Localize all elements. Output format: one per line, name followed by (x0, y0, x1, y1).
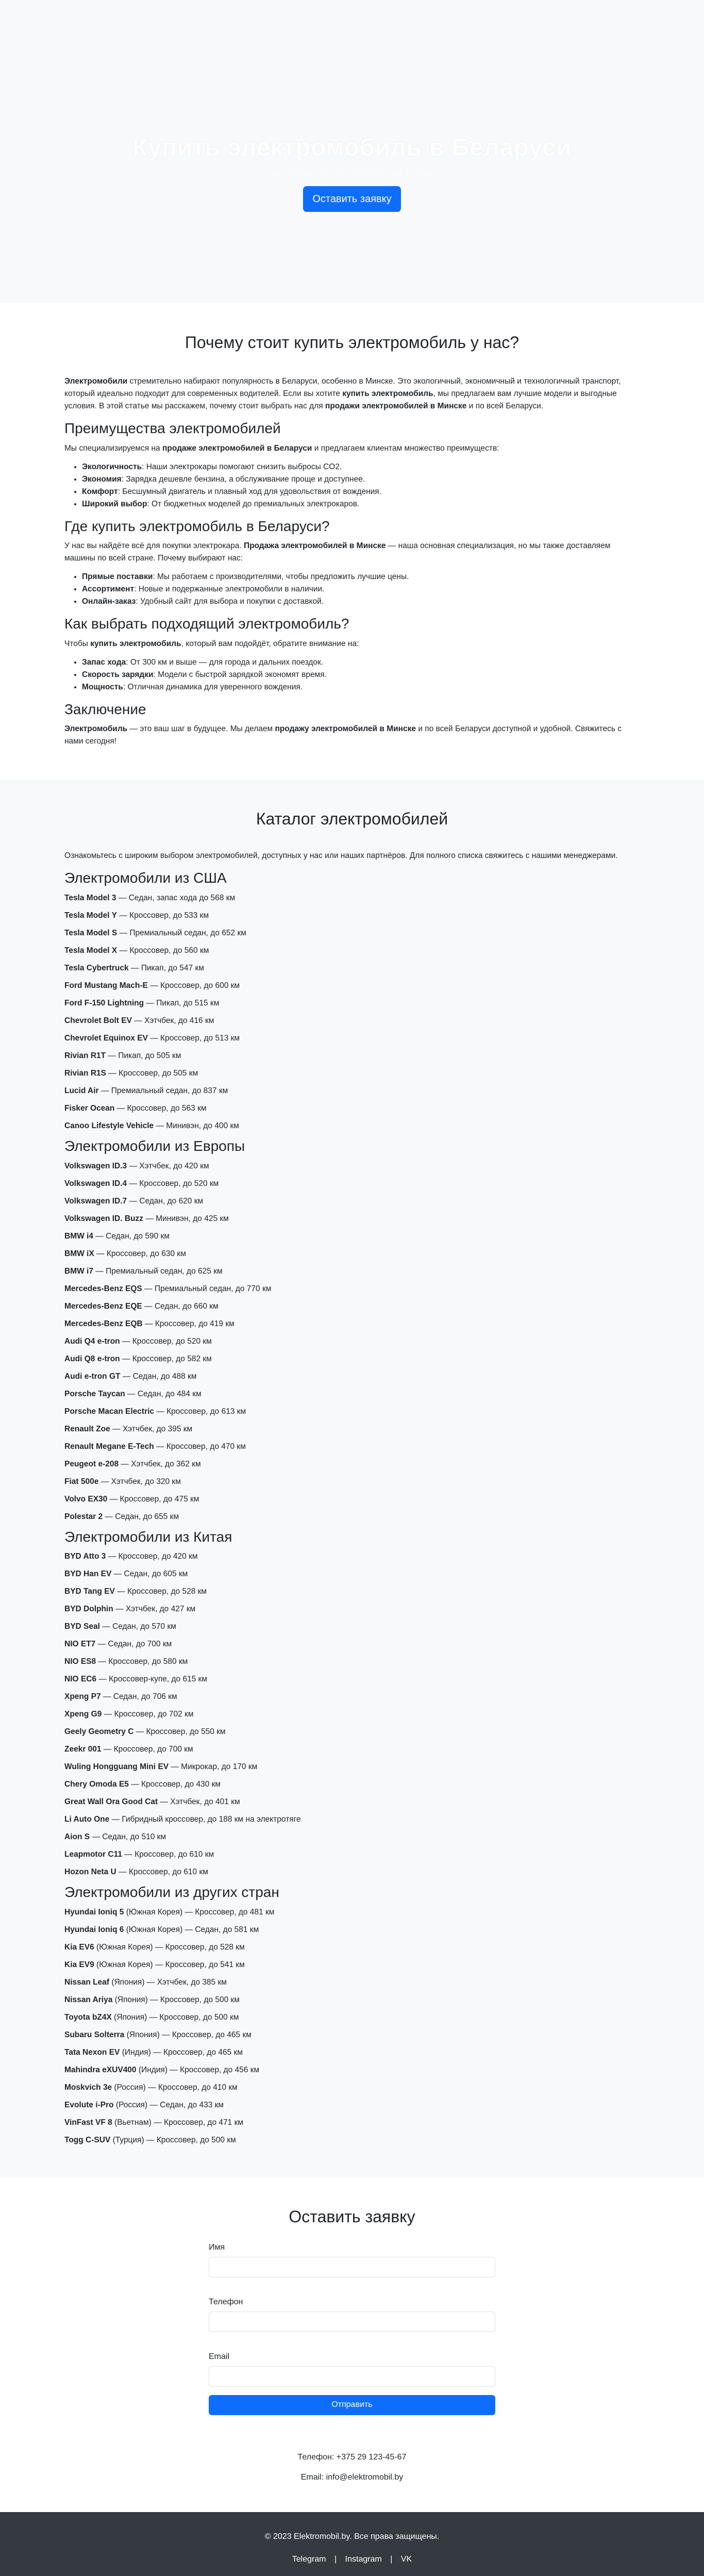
model-name: Ford Mustang Mach-E (64, 981, 148, 990)
model-name: Xpeng P7 (64, 1692, 101, 1702)
catalog-model-item: Tesla Model Y — Кроссовер, до 533 км (64, 911, 209, 920)
catalog-model-item: Nissan Ariya (Япония) — Кроссовер, до 500 км (64, 1995, 240, 2004)
instagram-link[interactable]: Instagram (345, 2554, 382, 2564)
about-intro-paragraph: Электромобили стремительно набирают популярность в Беларуси, особенно в Минске. Это экологичный, экономичный и технологичный транспорт, который идеально подходит для современных водителей. Если вы хотите купить электромобиль, мы предлагаем вам лучшие модели и выгодные условия. В этой статье мы расскажем, почему стоит выбрать нас для продажи электромобилей в Минске и по всей Беларуси. (64, 377, 621, 410)
catalog-model-item: Xpeng G9 — Кроссовер, до 702 км (64, 1710, 194, 1719)
catalog-model-item: Ford F-150 Lightning — Пикап, до 515 км (64, 998, 220, 1008)
catalog-model-item: Kia EV6 (Южная Корея) — Кроссовер, до 528 км (64, 1942, 245, 1952)
model-name: Polestar 2 (64, 1512, 103, 1521)
bold-text: купить электромобиль (342, 389, 433, 398)
name-input[interactable] (209, 2257, 495, 2277)
list-item-term: Экономия (82, 474, 122, 484)
catalog-model-item: Mercedes-Benz EQE — Седан, до 660 км (64, 1301, 219, 1311)
hero-subtitle: Широкий выбор электромобилей в Минске (260, 167, 444, 178)
name-label: Имя (209, 2242, 225, 2252)
catalog-model-item: Nissan Leaf (Япония) — Хэтчбек, до 385 км (64, 1977, 227, 1987)
catalog-group-title: Электромобили из Китая (64, 1528, 232, 1545)
catalog-model-item: Mercedes-Benz EQS — Премиальный седан, до 770 км (64, 1284, 272, 1293)
catalog-model-item: Evolute i-Pro (Россия) — Седан, до 433 км (64, 2100, 224, 2109)
phone-label: Телефон (209, 2297, 243, 2306)
catalog-model-item: Porsche Taycan — Седан, до 484 км (64, 1389, 202, 1398)
advantages-list (64, 461, 640, 510)
bold-text: продаже электромобилей в Беларуси (162, 443, 312, 453)
model-name: Rivian R1S (64, 1068, 106, 1078)
model-name: NIO ET7 (64, 1640, 96, 1649)
footer-copyright: © 2023 Elektromobil.by. Все права защищены. (264, 2532, 440, 2541)
catalog-model-item: BYD Atto 3 — Кроссовер, до 420 км (64, 1552, 198, 1561)
model-name: Nissan Ariya (64, 1995, 113, 2004)
catalog-model-item: VinFast VF 8 (Вьетнам) — Кроссовер, до 471 км (64, 2118, 244, 2127)
list-item: • Экологичность: Наши электрокары помогают снизить выбросы CO2. (82, 461, 640, 473)
where-to-buy-intro: У нас вы найдёте всё для покупки электрокара. Продажа электромобилей в Минске — наша основная специализация, но мы также доставляем машины по всей стране. Почему выбирают нас: (64, 541, 611, 563)
model-name: Fiat 500e (64, 1477, 99, 1486)
model-name: Tata Nexon EV (64, 2047, 120, 2057)
model-name: Mercedes-Benz EQS (64, 1284, 142, 1293)
model-name: BYD Dolphin (64, 1605, 113, 1614)
list-item: • Широкий выбор: От бюджетных моделей до премиальных электрокаров. (82, 498, 640, 510)
model-name: BMW i4 (64, 1231, 93, 1241)
phone-input[interactable] (209, 2311, 495, 2332)
order-section (0, 2177, 704, 2512)
model-name: Rivian R1T (64, 1051, 106, 1060)
model-name: Fisker Ocean (64, 1103, 115, 1113)
model-name: BYD Atto 3 (64, 1552, 106, 1561)
catalog-model-item: Zeekr 001 — Кроссовер, до 700 км (64, 1745, 193, 1754)
catalog-model-item: Aion S — Седан, до 510 км (64, 1832, 166, 1842)
model-name: Porsche Taycan (64, 1389, 125, 1398)
catalog-model-item: Chevrolet Bolt EV — Хэтчбек, до 416 км (64, 1016, 214, 1025)
model-name: Porsche Macan Electric (64, 1407, 155, 1416)
model-name: Audi Q8 e-tron (64, 1354, 120, 1363)
where-to-buy-subtitle: Где купить электромобиль в Беларуси? (64, 518, 330, 534)
model-name: Leapmotor C11 (64, 1850, 122, 1859)
model-name: Evolute i-Pro (64, 2100, 114, 2109)
advantages-intro: Мы специализируемся на продаже электромобилей в Беларуси и предлагаем клиентам множество преимуществ: (64, 443, 499, 453)
model-name: Peugeot e-208 (64, 1459, 119, 1468)
footer-separator: | (390, 2554, 393, 2564)
catalog-model-item: Li Auto One — Гибридный кроссовер, до 188 км на электротяге (64, 1815, 301, 1824)
model-name: Volkswagen ID. Buzz (64, 1214, 144, 1223)
model-name: BYD Seal (64, 1622, 100, 1631)
model-name: Hyundai Ioniq 5 (64, 1907, 124, 1917)
catalog-title: Каталог электромобилей (256, 810, 448, 829)
catalog-model-item: BYD Dolphin — Хэтчбек, до 427 км (64, 1605, 196, 1614)
email-label: Email (209, 2352, 230, 2361)
catalog-model-item: Renault Megane E-Tech — Кроссовер, до 470 км (64, 1442, 246, 1451)
how-to-choose-intro: Чтобы купить электромобиль, который вам подойдёт, обратите внимание на: (64, 639, 359, 648)
model-name: Chevrolet Bolt EV (64, 1016, 132, 1025)
catalog-model-item: Hyundai Ioniq 6 (Южная Корея) — Седан, до 581 км (64, 1925, 259, 1934)
catalog-model-item: Peugeot e-208 — Хэтчбек, до 362 км (64, 1459, 201, 1468)
bold-text: Продажа электромобилей в Минске (243, 541, 386, 551)
catalog-model-item: Volkswagen ID.4 — Кроссовер, до 520 км (64, 1179, 219, 1188)
catalog-model-item: BMW i4 — Седан, до 590 км (64, 1231, 170, 1241)
catalog-model-item: NIO EC6 — Кроссовер-купе, до 615 км (64, 1675, 208, 1684)
catalog-model-item: Xpeng P7 — Седан, до 706 км (64, 1692, 177, 1702)
model-name: BYD Han EV (64, 1570, 112, 1579)
catalog-model-item: Geely Geometry C — Кроссовер, до 550 км (64, 1727, 226, 1737)
catalog-model-item: Volkswagen ID.3 — Хэтчбек, до 420 км (64, 1161, 209, 1170)
catalog-section (0, 780, 704, 2177)
catalog-model-item: Tesla Cybertruck — Пикап, до 547 км (64, 963, 204, 972)
catalog-groups (64, 869, 640, 2146)
catalog-group-title: Электромобили из США (64, 870, 227, 886)
model-name: Wuling Hongguang Mini EV (64, 1762, 169, 1772)
model-name: Renault Megane E-Tech (64, 1442, 154, 1451)
list-item: • Скорость зарядки: Модели с быстрой зарядкой экономят время. (82, 669, 640, 681)
list-item: • Прямые поставки: Мы работаем с производителями, чтобы предложить лучшие цены. (82, 571, 640, 583)
catalog-model-item: Hozon Neta U — Кроссовер, до 610 км (64, 1868, 208, 1877)
advantages-title: Почему стоит купить электромобиль у нас? (185, 333, 519, 352)
model-name: Hozon Neta U (64, 1868, 116, 1877)
catalog-model-item: BYD Tang EV — Кроссовер, до 528 км (64, 1587, 207, 1596)
vk-link[interactable]: VK (400, 2554, 412, 2564)
catalog-model-item: Subaru Solterra (Япония) — Кроссовер, до 465 км (64, 2030, 252, 2039)
submit-button[interactable]: Отправить (209, 2395, 495, 2415)
bold-text: Электромобиль (64, 724, 128, 734)
conclusion-paragraph: Электромобиль — это ваш шаг в будущее. Мы делаем продажу электромобилей в Минске и по всей Беларуси доступной и удобной. Свяжитесь с нами сегодня! (64, 724, 622, 746)
model-name: Mercedes-Benz EQB (64, 1319, 143, 1328)
model-name: Kia EV6 (64, 1942, 94, 1952)
catalog-model-item: BYD Han EV — Седан, до 605 км (64, 1570, 188, 1579)
model-name: Xpeng G9 (64, 1710, 102, 1719)
advantages-section (0, 303, 704, 780)
model-name: VinFast VF 8 (64, 2118, 112, 2127)
why-us-list (64, 571, 640, 608)
model-name: Subaru Solterra (64, 2030, 125, 2039)
model-name: Tesla Model 3 (64, 893, 116, 902)
model-name: Geely Geometry C (64, 1727, 134, 1737)
catalog-model-item: Renault Zoe — Хэтчбек, до 395 км (64, 1424, 193, 1433)
how-to-choose-list (64, 656, 640, 693)
bold-text: Электромобили (64, 377, 128, 386)
order-form (209, 2241, 495, 2415)
telegram-link[interactable]: Telegram (292, 2554, 326, 2564)
catalog-model-item: Ford Mustang Mach-E — Кроссовер, до 600 км (64, 981, 240, 990)
catalog-model-item: Audi Q4 e-tron — Кроссовер, до 520 км (64, 1336, 212, 1346)
bold-text: купить электромобиль (90, 639, 181, 648)
model-name: BMW iX (64, 1249, 94, 1258)
catalog-model-item: Porsche Macan Electric — Кроссовер, до 613 км (64, 1407, 246, 1416)
catalog-group-title: Электромобили из Европы (64, 1137, 245, 1154)
list-item: • Онлайн-заказ: Удобный сайт для выбора и покупки с доставкой. (82, 596, 640, 608)
model-name: Tesla Model X (64, 946, 118, 955)
catalog-model-item: Leapmotor C11 — Кроссовер, до 610 км (64, 1850, 214, 1859)
catalog-model-item: Mercedes-Benz EQB — Кроссовер, до 419 км (64, 1319, 234, 1328)
footer-separator: | (334, 2554, 337, 2564)
model-name: Chery Omoda E5 (64, 1780, 129, 1789)
model-name: Audi Q4 e-tron (64, 1336, 120, 1346)
catalog-model-item: Mahindra eXUV400 (Индия) — Кроссовер, до 456 км (64, 2065, 260, 2074)
catalog-model-item: Volkswagen ID. Buzz — Минивэн, до 425 км (64, 1214, 229, 1223)
catalog-model-item: Volkswagen ID.7 — Седан, до 620 км (64, 1196, 204, 1206)
model-name: Nissan Leaf (64, 1977, 110, 1987)
catalog-model-item: Tesla Model S — Премиальный седан, до 652 км (64, 928, 246, 937)
catalog-model-item: Chery Omoda E5 — Кроссовер, до 430 км (64, 1780, 221, 1789)
catalog-model-item: Canoo Lifestyle Vehicle — Минивэн, до 400 км (64, 1121, 239, 1130)
order-title: Оставить заявку (289, 2207, 415, 2226)
catalog-model-item: Moskvich 3e (Россия) — Кроссовер, до 410 км (64, 2083, 238, 2092)
model-name: Li Auto One (64, 1815, 110, 1824)
catalog-model-item: NIO ET7 — Седан, до 700 км (64, 1640, 172, 1649)
catalog-model-item: Audi Q8 e-tron — Кроссовер, до 582 км (64, 1354, 212, 1363)
model-name: Ford F-150 Lightning (64, 998, 144, 1008)
contacts-block (64, 2451, 640, 2484)
catalog-intro: Ознакомьтесь с широким выбором электромобилей, доступных у нас или наших партнёров. Для полного списка свяжитесь с нашими менеджерами. (64, 851, 618, 861)
catalog-model-item: Kia EV9 (Южная Корея) — Кроссовер, до 541 км (64, 1960, 245, 1969)
list-item-term: Ассортимент (82, 585, 135, 594)
list-item: • Запас хода: От 300 км и выше — для города и дальних поездок. (82, 656, 640, 669)
catalog-model-item: BMW i7 — Премиальный седан, до 625 км (64, 1266, 223, 1276)
catalog-model-item: Togg C-SUV (Турция) — Кроссовер, до 500 км (64, 2135, 236, 2144)
catalog-model-item: NIO ES8 — Кроссовер, до 580 км (64, 1657, 188, 1666)
catalog-model-item: Fisker Ocean — Кроссовер, до 563 км (64, 1103, 207, 1113)
how-to-choose-subtitle: Как выбрать подходящий электромобиль? (64, 616, 349, 632)
model-name: Volkswagen ID.3 (64, 1161, 127, 1170)
list-item: • Ассортимент: Новые и подержанные электромобили в наличии. (82, 583, 640, 596)
model-name: Tesla Model Y (64, 911, 117, 920)
model-name: Zeekr 001 (64, 1745, 102, 1754)
model-name: BMW i7 (64, 1266, 93, 1276)
model-name: NIO ES8 (64, 1657, 96, 1666)
hero-title: Купить электромобиль в Беларуси (132, 134, 572, 161)
model-name: Tesla Model S (64, 928, 118, 937)
model-name: Tesla Cybertruck (64, 963, 129, 972)
catalog-group-title: Электромобили из других стран (64, 1884, 279, 1901)
conclusion-subtitle: Заключение (64, 701, 146, 717)
catalog-model-item: Rivian R1S — Кроссовер, до 505 км (64, 1068, 198, 1078)
catalog-model-item: Polestar 2 — Седан, до 655 км (64, 1512, 179, 1521)
model-name: Kia EV9 (64, 1960, 94, 1969)
catalog-model-item: Toyota bZ4X (Япония) — Кроссовер, до 500 км (64, 2012, 239, 2022)
model-name: NIO EC6 (64, 1675, 97, 1684)
catalog-model-item: Hyundai Ioniq 5 (Южная Корея) — Кроссовер, до 481 км (64, 1907, 275, 1917)
catalog-model-item: Lucid Air — Премиальный седан, до 837 км (64, 1086, 228, 1095)
contact-email: Email: info@elektromobil.by (300, 2472, 404, 2482)
list-item: • Комфорт: Бесшумный двигатель и плавный ход для удовольствия от вождения. (82, 486, 640, 498)
catalog-model-item: Fiat 500e — Хэтчбек, до 320 км (64, 1477, 181, 1486)
model-name: BYD Tang EV (64, 1587, 115, 1596)
bold-text: продажи электромобилей в Минске (325, 402, 467, 410)
model-name: Volkswagen ID.4 (64, 1179, 127, 1188)
catalog-model-item: Volvo EX30 — Кроссовер, до 475 км (64, 1494, 199, 1504)
list-item-term: Онлайн-заказ (82, 597, 136, 606)
model-name: Mahindra eXUV400 (64, 2065, 137, 2074)
model-name: Volvo EX30 (64, 1494, 108, 1504)
model-name: Renault Zoe (64, 1424, 110, 1433)
model-name: Togg C-SUV (64, 2135, 111, 2144)
catalog-model-item: Audi e-tron GT — Седан, до 488 км (64, 1372, 197, 1381)
list-item-term: Скорость зарядки (82, 670, 154, 679)
hero-cta-button[interactable]: Оставить заявку (303, 186, 400, 212)
hero-section (0, 0, 704, 303)
catalog-model-item: BYD Seal — Седан, до 570 км (64, 1622, 176, 1631)
footer-social-links (0, 2553, 704, 2566)
email-input[interactable] (209, 2366, 495, 2387)
list-item-term: Запас хода (82, 657, 126, 667)
catalog-model-item: Great Wall Ora Good Cat — Хэтчбек, до 401 км (64, 1797, 240, 1807)
catalog-model-item: Tesla Model 3 — Седан, запас хода до 568 км (64, 893, 236, 902)
list-item-term: Мощность (82, 682, 123, 691)
bold-text: продажу электромобилей в Минске (275, 724, 416, 734)
catalog-model-item: Tesla Model X — Кроссовер, до 560 км (64, 946, 209, 955)
list-item: • Мощность: Отличная динамика для уверенного вождения. (82, 681, 640, 693)
list-item-term: Широкий выбор (82, 499, 147, 508)
catalog-model-item: Rivian R1T — Пикап, до 505 км (64, 1051, 181, 1060)
model-name: Volkswagen ID.7 (64, 1196, 127, 1206)
catalog-model-item: Wuling Hongguang Mini EV — Микрокар, до 170 км (64, 1762, 258, 1772)
list-item-term: Комфорт (82, 487, 118, 496)
list-item-term: Прямые поставки (82, 572, 153, 582)
model-name: Canoo Lifestyle Vehicle (64, 1121, 154, 1130)
model-name: Hyundai Ioniq 6 (64, 1925, 124, 1934)
model-name: Mercedes-Benz EQE (64, 1301, 142, 1311)
model-name: Toyota bZ4X (64, 2012, 112, 2022)
catalog-model-item: Tata Nexon EV (Индия) — Кроссовер, до 465 км (64, 2047, 243, 2057)
model-name: Great Wall Ora Good Cat (64, 1797, 158, 1807)
model-name: Moskvich 3e (64, 2083, 112, 2092)
model-name: Aion S (64, 1832, 90, 1842)
advantages-subtitle: Преимущества электромобилей (64, 420, 281, 436)
catalog-model-item: BMW iX — Кроссовер, до 630 км (64, 1249, 186, 1258)
model-name: Lucid Air (64, 1086, 99, 1095)
model-name: Chevrolet Equinox EV (64, 1033, 148, 1043)
catalog-model-item: Chevrolet Equinox EV — Кроссовер, до 513 км (64, 1033, 240, 1043)
model-name: Audi e-tron GT (64, 1372, 121, 1381)
footer (0, 2512, 704, 2576)
list-item: • Экономия: Зарядка дешевле бензина, а обслуживание проще и доступнее. (82, 473, 640, 486)
list-item-term: Экологичность (82, 462, 142, 471)
contact-phone: Телефон: +375 29 123-45-67 (297, 2452, 407, 2462)
